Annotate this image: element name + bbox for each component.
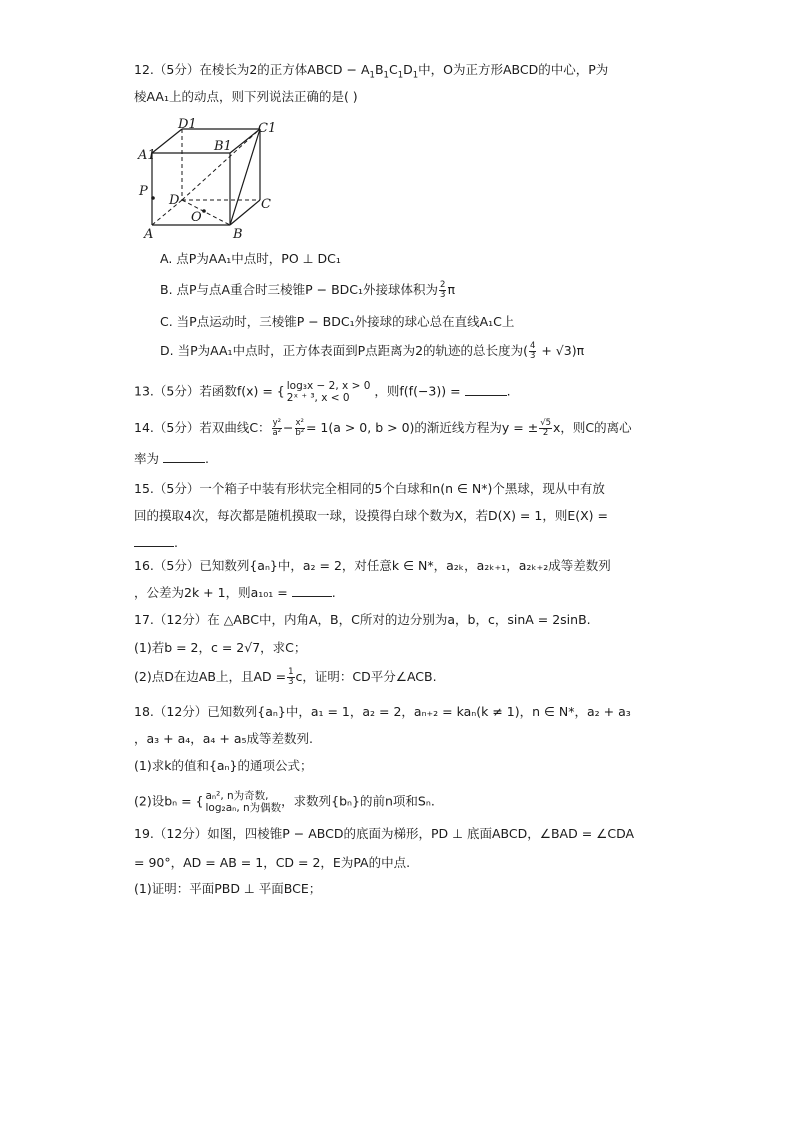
label-o: O xyxy=(191,210,202,225)
q14-eq: = 1(a > 0, b > 0)的渐近线方程为y = ± xyxy=(305,420,539,435)
q19-line3: (1)证明：平面PBD ⊥ 平面BCE； xyxy=(134,881,322,896)
q14-post: x，则C的离心 xyxy=(553,420,632,435)
q14-l2: 率为 xyxy=(134,451,160,466)
q18-line2: ，a₃ + a₄，a₄ + a₅成等差数列. xyxy=(134,731,313,746)
q15-answer-blank[interactable] xyxy=(134,534,174,547)
frac-num: 2 xyxy=(440,280,446,290)
q16-line2: ，公差为2k + 1，则a₁₀₁ = . xyxy=(134,585,336,600)
q17-line1: 17.（12分）在 △ABC中，内角A，B，C所对的边分别为a，b，c，sinA = 2sinB. xyxy=(134,612,591,627)
q17-l3a: (2)点D在边AB上，且AD = xyxy=(134,669,287,684)
label-d1: D1 xyxy=(178,117,197,132)
q18-case1: aₙ², n为奇数, xyxy=(205,790,269,802)
q17-frac xyxy=(287,668,294,687)
q12-option-b-tail: π xyxy=(447,282,455,297)
q12-option-d xyxy=(160,342,584,361)
q16-line1: 16.（5分）已知数列{aₙ}中，a₂ = 2，对任意k ∈ N*，a₂ₖ，a₂ₖ₊₁，a₂ₖ₊₂成等差数列 xyxy=(134,558,611,573)
q13-answer-blank[interactable] xyxy=(465,383,507,396)
q12-option-b xyxy=(160,281,455,300)
q12-option-d-text: D. 当P为AA₁中点时，正方体表面到P点距离为2的轨迹的总长度为( xyxy=(160,343,528,358)
label-b: B xyxy=(233,227,243,242)
q18-l4a: (2)设bₙ = { xyxy=(134,793,204,809)
q13-case1: log₃x − 2, x > 0 xyxy=(286,380,371,392)
q15-line3 xyxy=(134,534,178,552)
frac-den: 3 xyxy=(529,351,536,361)
q13-pre: 13.（5分）若函数f(x) = { xyxy=(134,383,285,399)
frac-den: 3 xyxy=(288,677,294,687)
frac-den: 2 xyxy=(542,428,549,438)
cube-figure xyxy=(130,112,280,247)
point-p xyxy=(151,196,155,200)
q17-l3b: c，证明：CD平分∠ACB. xyxy=(295,669,437,684)
q14-frac-x: $\frac{\text{x²}}{\text{b²}}$ xyxy=(295,418,305,438)
label-d: D xyxy=(169,193,180,208)
q15-line2: 回的摸取4次，每次都是随机摸取一球，设摸得白球个数为X，若D(X) = 1，则E(X) = xyxy=(134,508,608,523)
q18-l4b: ，求数列{bₙ}的前n项和Sₙ. xyxy=(281,793,435,809)
q12-option-d-tail: + √3)π xyxy=(537,343,585,358)
label-p: P xyxy=(139,184,148,199)
label-c1: C1 xyxy=(258,121,277,136)
q13-post: ，则f(f(−3)) = xyxy=(374,383,461,399)
q12-option-d-frac xyxy=(529,342,536,361)
point-o xyxy=(202,209,206,213)
q19-line1: 19.（12分）如图，四棱锥P − ABCD的底面为梯形，PD ⊥ 底面ABCD，∠BAD = ∠CDA xyxy=(134,826,635,841)
q12-option-c: C. 当P点运动时，三棱锥P − BDC₁外接球的球心总在直线A₁C上 xyxy=(160,314,515,329)
q12-option-b-frac xyxy=(439,281,446,300)
q12-line1: 12.（5分）在棱长为2的正方体ABCD − $A_1B_1C_1D_1$中，O为正方形ABCD的中心，P为 xyxy=(134,62,609,81)
q15-line1: 15.（5分）一个箱子中装有形状完全相同的5个白球和n(n ∈ N*)个黑球，现从中有放 xyxy=(134,481,605,496)
q19-line2: = 90°，AD = AB = 1，CD = 2，E为PA的中点. xyxy=(134,855,411,870)
label-a1: A1 xyxy=(138,148,156,163)
label-c: C xyxy=(261,197,271,212)
q13-case2: 2ˣ ⁺ ³, x < 0 xyxy=(286,392,350,404)
label-b1: B1 xyxy=(214,139,232,154)
frac-num: 4 xyxy=(529,341,536,351)
q18-line4 xyxy=(134,790,435,814)
q14-pre: 14.（5分）若双曲线C： xyxy=(134,420,271,435)
q12-line2: 棱AA₁上的动点，则下列说法正确的是( ) xyxy=(134,89,358,104)
q16-answer-blank[interactable] xyxy=(292,584,332,597)
q17-line2: (1)若b = 2，c = 2√7，求C； xyxy=(134,640,307,655)
q14-answer-blank[interactable] xyxy=(163,450,205,463)
q18-line3: (1)求k的值和{aₙ}的通项公式； xyxy=(134,758,313,773)
q18-piecewise xyxy=(206,790,282,814)
q13-piecewise xyxy=(287,380,371,404)
q12-option-a: A. 点P为AA₁中点时，PO ⊥ DC₁ xyxy=(160,251,341,266)
q12-option-b-text: B. 点P与点A重合时三棱锥P − BDC₁外接球体积为 xyxy=(160,282,439,297)
q14-line2: 率为 . xyxy=(134,451,209,466)
q16-l2: ，公差为2k + 1，则a₁₀₁ = xyxy=(134,585,288,600)
q12-head2: 中，O为正方形ABCD的中心，P为 xyxy=(418,62,609,77)
q18-case2: log₂aₙ, n为偶数 xyxy=(205,802,282,814)
q14-frac-slope xyxy=(539,419,552,438)
q14-frac-y: $\frac{\text{y²}}{\text{a²}}$ xyxy=(272,418,282,438)
frac-den: 3 xyxy=(440,290,446,300)
q14-line1: 14.（5分）若双曲线C： $\frac{\text{y²}}{\text{a²}}$ − $\frac{\text{x²}}{\text{b²}}$ = 1(a > 0, b > 0)的渐近线方程为y = ± $\frac{√5}{2}$ x，则C的离心 xyxy=(134,418,632,438)
q13-line: 13.（5分）若函数f(x) = { log₃x − 2, x > 0 2ˣ ⁺ ³, x < 0 ，则f(f(−3)) = . xyxy=(134,380,511,404)
frac-num: 1 xyxy=(288,667,294,677)
frac-num: √5 xyxy=(540,418,552,428)
q15-l3: . xyxy=(174,535,178,550)
label-a: A xyxy=(144,227,154,242)
q12-head: 12.（5分）在棱长为2的正方体ABCD − A xyxy=(134,62,370,77)
q17-line3 xyxy=(134,668,437,687)
q18-line1: 18.（12分）已知数列{aₙ}中，a₁ = 1，a₂ = 2，aₙ₊₂ = kaₙ(k ≠ 1)，n ∈ N*，a₂ + a₃ xyxy=(134,704,631,719)
